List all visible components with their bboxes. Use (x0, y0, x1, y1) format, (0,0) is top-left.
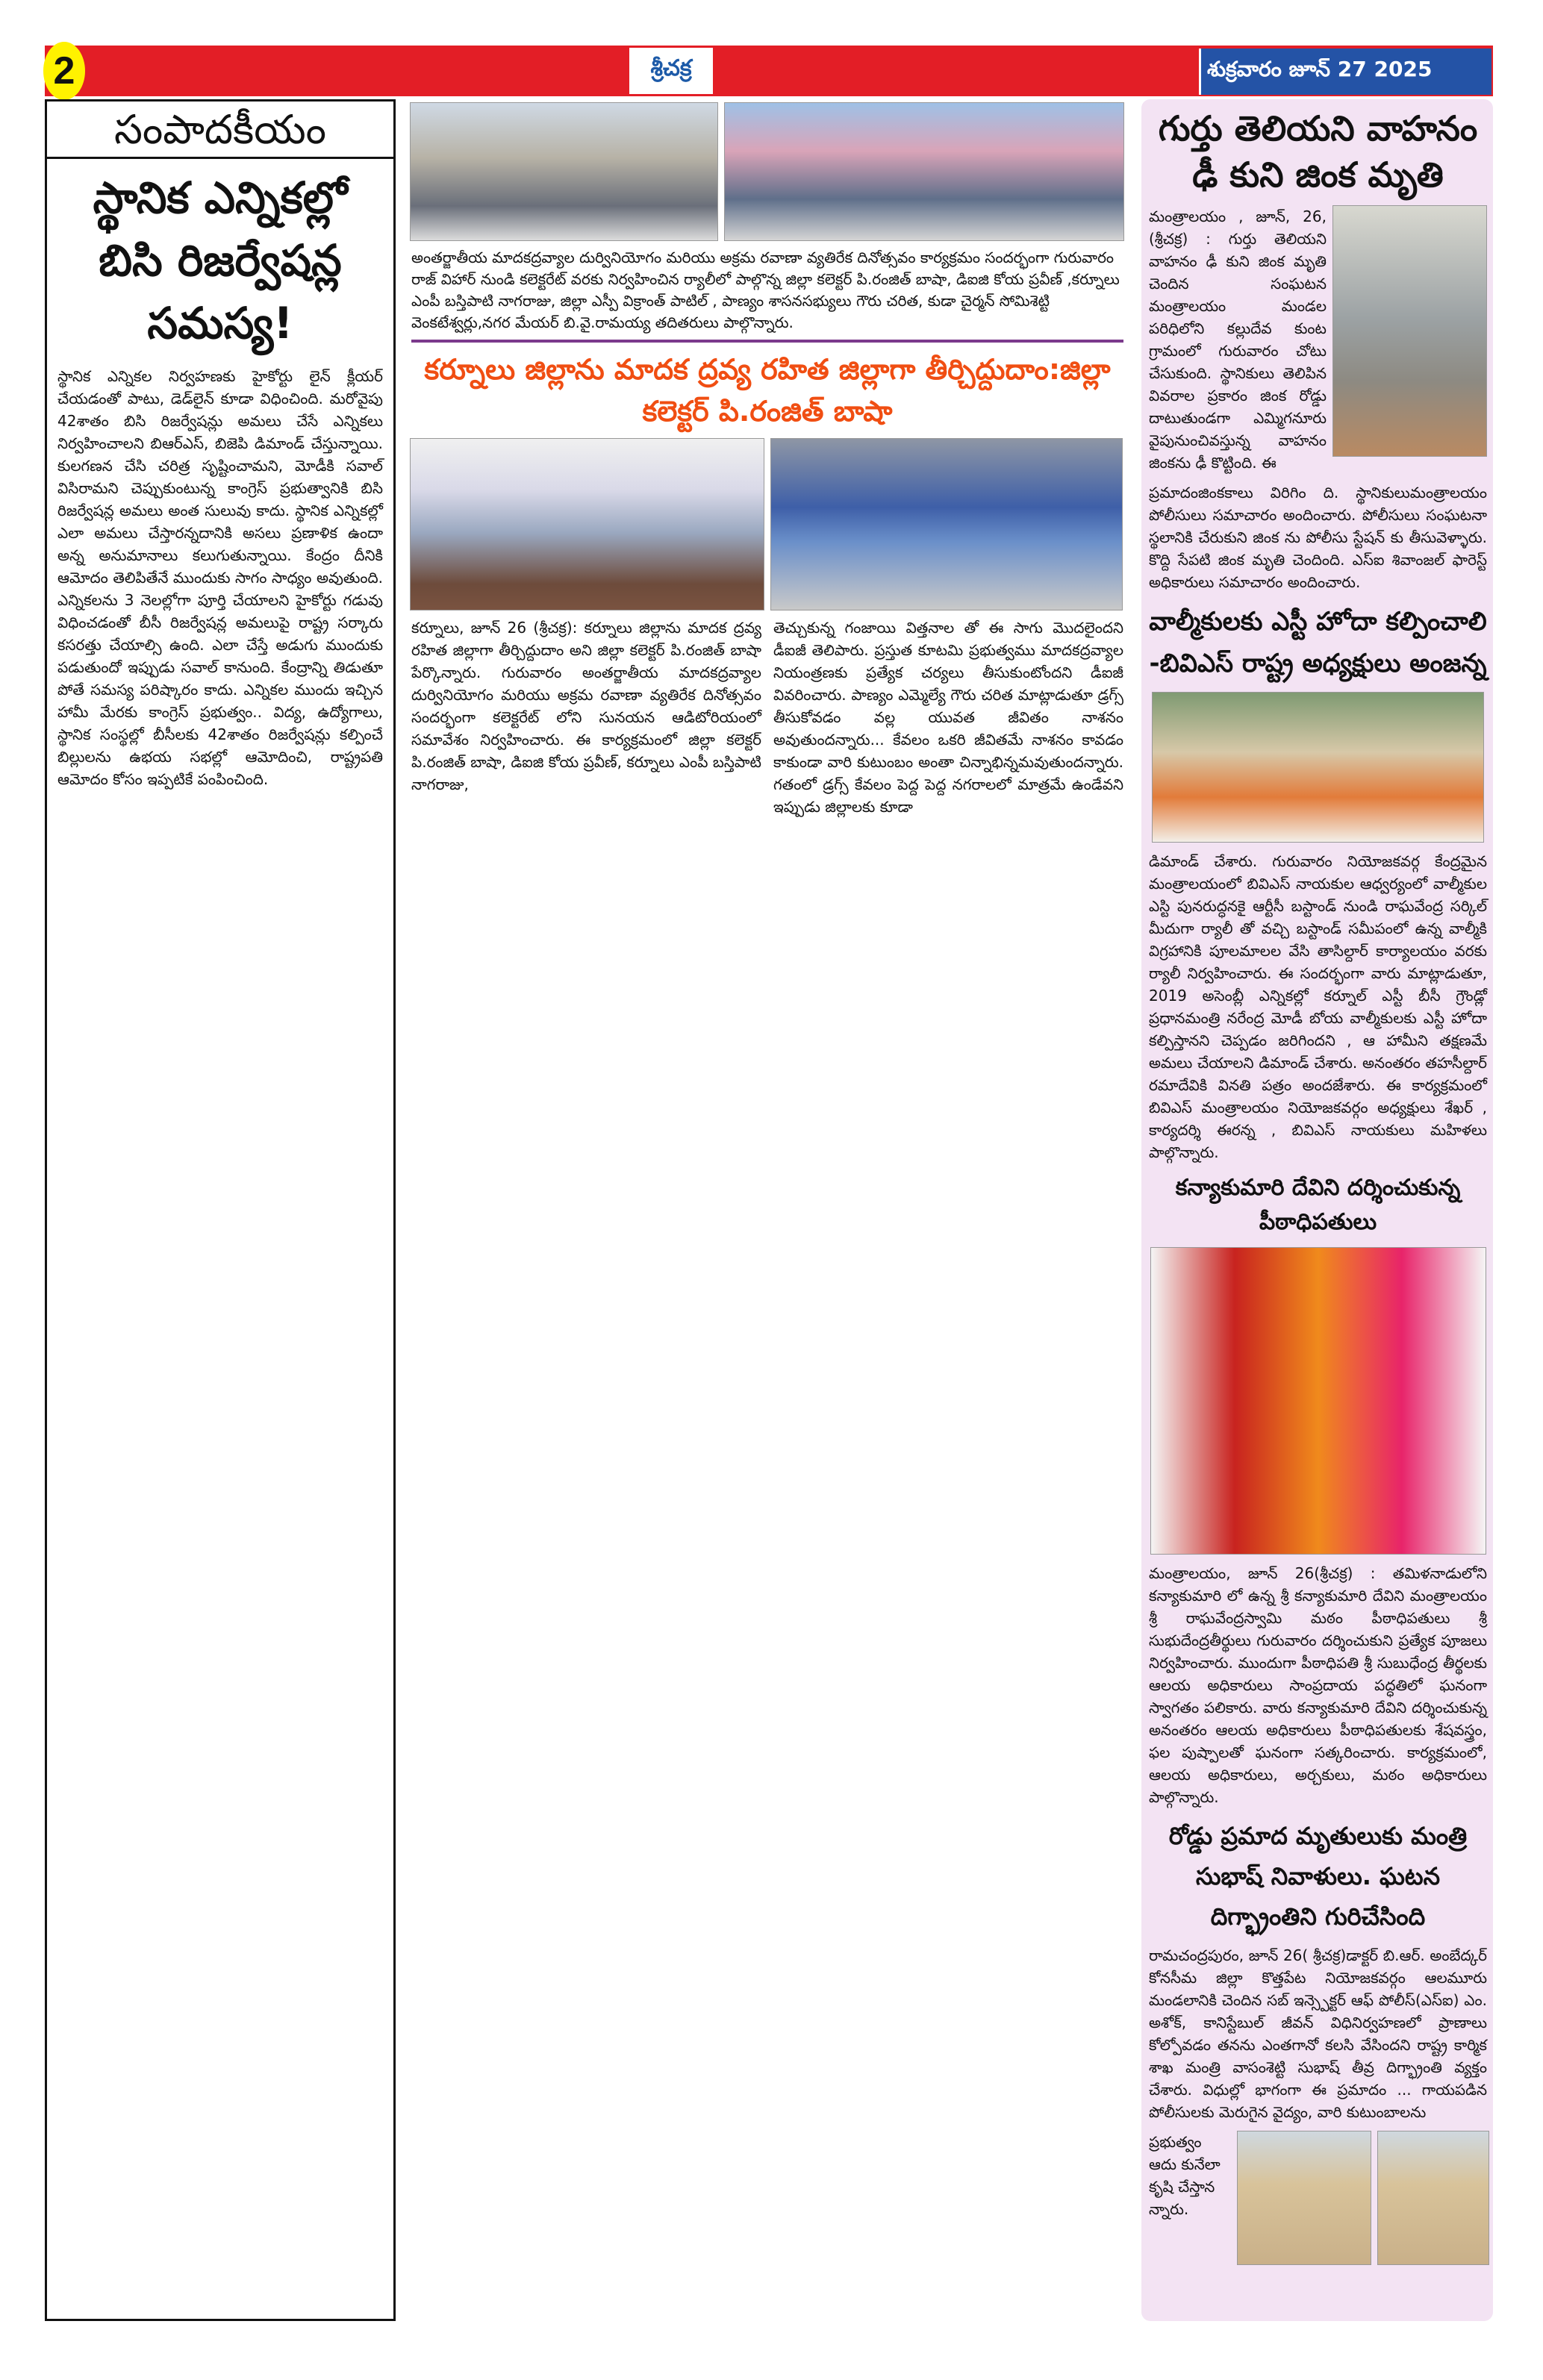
main-headline: కర్నూలు జిల్లాను మాదక ద్రవ్య రహిత జిల్లాగా తీర్చిద్దుదాం:జిల్లా కలెక్టర్ పి.రంజిత్ బాషా (424, 353, 1111, 428)
editorial-label: సంపాదకీయం (47, 103, 393, 159)
kanyakumari-body: మంత్రాలయం, జూన్ 26(శ్రీచక్ర) : తమిళనాడులోని కన్యాకుమారి లో ఉన్న శ్రీ కన్యాకుమారి దేవిని మంత్రాలయం శ్రీ రాఘవేంద్రస్వామి మఠం పీఠాధిపతులు శ్రీ సుభుదేంద్రతీర్థులు గురువారం దర్శించుకుని ప్రత్యేక పూజలు నిర్వహించారు. ముందుగా పీఠాధిపతి శ్రీ సుబుధేంద్ర తీర్థలకు ఆలయ అధికారులు సాంప్రదాయ పద్ధతిలో ఘనంగా స్వాగతం పలికారు. వారు కన్యాకుమారి దేవిని దర్శించుకున్న అనంతరం ఆలయ అధికారులు పీఠాధిపతులకు శేషవస్త్రం, ఫల పుష్పాలతో ఘనంగా సత్కరించారు. కార్యక్రమంలో, ఆలయ అధికారులు, అర్చకులు, మఠం అధికారులు పాల్గొన్నారు. (1149, 1564, 1487, 1806)
deer-body-part2: ప్రమాదంజింకకాలు విరిగిం ది. స్థానికులుమంత్రాలయం పోలీసులు సమాచారం అందించారు. పోలీసులు సంఘటనా స్థలానికి చేరుకుని జింక ను పోలీసు స్టేషన్ కు తీసువెళ్ళారు. కొద్ది సేపటి జింక మృతి చెందింది. ఎస్ఐ శివాంజల్ ఫారెస్ట్ అధికారులు సమాచారం అందించారు. (1149, 484, 1487, 591)
road-accident-headline: రోడ్డు ప్రమాద మృతులుకు మంత్రి సుభాష్ నివాళులు. ఘటన దిగ్భ్రాంతిని గురిచేసింది (1168, 1822, 1468, 1931)
valmiki-body: డిమాండ్ చేశారు. గురువారం నియోజకవర్గ కేంద్రమైన మంత్రాలయంలో బివిఎస్ నాయకుల ఆధ్వర్యంలో వాల్మీకుల ఎస్టి పునరుద్ధనకై ఆర్టీసీ బస్టాండ్ నుండి రాఘవేంద్ర సర్కిల్ మీదుగా ర్యాలీ తో వచ్చి బస్టాండ్ సమీపంలో ఉన్న వాల్మీకి విగ్రహానికి పూలమాలల వేసి తాసిల్దార్ కార్యాలయం వరకు ర్యాలీ నిర్వహించారు. ఈ సందర్భంగా వారు మాట్లాడుతూ, 2019 అసెంబ్లీ ఎన్నికల్లో కర్నూల్ ఎస్టీ బీసీ గ్రౌండ్లో ప్రధానమంత్రి నరేంద్ర మోడీ బోయ వాల్మీకులకు ఎస్టీ హోదా కల్పిస్తానని చెప్పడం జరిగిందని , ఆ హామీని తక్షణమే అమలు చేయాలని డిమాండ్ చేశారు. అనంతరం తహసీల్దార్ రమాదేవికి వినతి పత్రం అందజేశారు. ఈ కార్యక్రమంలో బివిఎస్ మంత్రాలయం నియోజకవర్గం అధ్యక్షులు శేఖర్ , కార్యదర్శి ఈరన్న , బివిఎస్ నాయకులు మహిళలు పాల్గొన్నారు. (1149, 852, 1487, 1161)
editorial-body: స్థానిక ఎన్నికల నిర్వహణకు హైకోర్టు లైన్ క్లీయర్ చేయడంతో పాటు, డెడ్‌లైన్ కూడా విధించింది. మరోవైపు 42శాతం బిసి రిజర్వేషన్లు అమలు చేసే ఎన్నికలు నిర్వహించాలని బిఆర్‌ఎస్, బిజెపి డిమాండ్ చేస్తున్నాయి. కులగణన చేసి చరిత్ర సృష్టించామని, మోడీకి సవాల్ విసిరామని చెప్పుకుంటున్న కాంగ్రెస్ ప్రభుత్వానికి బిసి రిజర్వేషన్ల అమలు అంత సులువు కాదు. స్థానిక ఎన్నికల్లో ఎలా అమలు చేస్తారన్నదానికి అసలు ప్రణాళిక ఉందా అన్న అనుమానాలు కలుగుతున్నాయి. కేంద్రం దీనికి ఆమోదం తెలిపితేనే ముందుకు సాగం సాధ్యం అవుతుంది. ఎన్నికలను 3 నెలల్లోగా పూర్తి చేయాలని హైకోర్టు గడువు విధించడంతో బీసీ రిజర్వేషన్ల అమలుపై రాష్ట్ర సర్కారు కసరత్తు చేయాల్సి ఉంది. ఎలా చేస్తే అడుగు ముందుకు పడుతుందో ఇప్పుడు సవాల్ కానుంది. కేంద్రాన్ని తిడుతూ పోతే సమస్య పరిష్కారం కాదు. ఎన్నికల ముందు ఇచ్చిన హామీ మేరకు కాంగ్రెస్ ప్రభుత్వం.. విద్య, ఉద్యోగాలు, స్థానిక సంస్థల్లో బీసీలకు 42శాతం రిజర్వేషన్లు కల్పించే బిల్లులను ఉభయ సభల్లో ఆమోదించి, రాష్ట్రపతి ఆమోదం కోసం ఇప్పటికే పంపించింది. (57, 367, 383, 788)
road-accident-body-end: ప్రభుత్వం ఆదు కునేలా కృషి చేస్తాన న్నారు. (1149, 2133, 1221, 2218)
bvs-rally-photo (1152, 692, 1484, 843)
rally-photo-flag (410, 102, 718, 241)
right-news-column (1141, 99, 1493, 2321)
main-story-column-1: కర్నూలు, జూన్ 26 (శ్రీచక్ర): కర్నూలు జిల్లాను మాదక ద్రవ్య రహిత జిల్లాగా తీర్చిద్దుదాం అని జిల్లా కలెక్టర్ పి.రంజిత్ బాషా పేర్కొన్నారు. గురువారం అంతర్జాతీయ మాదకద్రవ్యాల దుర్వినియోగం మరియు అక్రమ రవాణా వ్యతిరేక దినోత్సవం సందర్భంగా కలెక్టరేట్ లోని సునయన ఆడిటోరియంలో సమావేశం నిర్వహించారు. ఈ కార్యక్రమంలో జిల్లా కలెక్టర్ పి.రంజిత్ బాషా, డిఐజి కోయ ప్రవీణ్, కర్నూలు ఎంపీ బస్తిపాటి నాగరాజు, (411, 619, 761, 793)
rally-photo-march (724, 102, 1124, 241)
editorial-column (45, 99, 396, 2321)
main-story-column-2: తెచ్చుకున్న గంజాయి విత్తనాల తో ఈ సాగు మొదలైందని డీఐజీ తెలిపారు. ప్రస్తుత కూటమి ప్రభుత్వము మాదకద్రవ్యాల నియంత్రణకు ప్రత్యేక చర్యలు తీసుకుంటోందని డీఐజీ వివరించారు. పాణ్యం ఎమ్మెల్యే గౌరు చరిత మాట్లాడుతూ డ్రగ్స్ తీసుకోవడం వల్ల యువత జీవితం నాశనం అవుతుందన్నారు... కేవలం ఒకరి జీవితమే నాశనం కావడం కాకుండా వారి కుటుంబం అంతా చిన్నాభిన్నమవుతుందన్నారు. గతంలో డ్రగ్స్ కేవలం పెద్ద పెద్ద నగరాలలో మాత్రమే ఉండేవని ఇప్పుడు జిల్లాలకు కూడా (773, 619, 1123, 816)
temple-visit-photo (1150, 1247, 1486, 1555)
valmiki-headline: వాల్మీకులకు ఎస్టీ హోదా కల్పించాలి -బివిఎస్ రాష్ట్ర అధ్యక్షులు అంజన్న (1149, 607, 1487, 678)
newspaper-logo: శ్రీచక్ర (629, 48, 713, 94)
main-story-column (407, 99, 1128, 818)
page-number: 2 (43, 42, 85, 100)
si-portrait-photo (1237, 2131, 1371, 2265)
photo-caption: అంతర్జాతీయ మాదకద్రవ్యాల దుర్వినియోగం మరియు అక్రమ రవాణా వ్యతిరేక దినోత్సవం కార్యక్రమం సందర్భంగా గురువారం రాజ్ విహార్ నుండి కలెక్టరేట్ వరకు నిర్వహించిన ర్యాలీలో పాల్గొన్న జిల్లా కలెక్టర్ పి.రంజిత్ బాషా, డిఐజి కోయ ప్రవీణ్ ,కర్నూలు ఎంపీ బస్తిపాటి నాగరాజు, జిల్లా ఎస్పీ విక్రాంత్ పాటిల్ , పాణ్యం శాసనసభ్యులు గౌరు చరిత, కుడా చైర్మన్ సోమిశెట్టి వెంకటేశ్వర్లు,నగర మేయర్ బి.వై.రామయ్య తదితరులు పాల్గొన్నారు. (411, 249, 1120, 331)
deer-accident-photo (1332, 205, 1487, 457)
auditorium-pledge-photo (770, 438, 1123, 610)
road-accident-body: రామచంద్రపురం, జూన్ 26( శ్రీచక్ర)డాక్టర్ బి.ఆర్. అంబేద్కర్ కోనసీమ జిల్లా కొత్తపేట నియోజకవర్గం ఆలమూరు మండలానికి చెందిన సబ్ ఇన్స్పెక్టర్ ఆఫ్ పోలీస్(ఎస్ఐ) ఎం. అశోక్, కానిస్టేబుల్ జీవన్ విధినిర్వహణలో ప్రాణాలు కోల్పోవడం తనను ఎంతగానో కలసి వేసిందని రాష్ట్ర కార్మిక శాఖ మంత్రి వాసంశెట్టి సుభాష్ తీవ్ర దిగ్భ్రాంతి వ్యక్తం చేశారు. విధుల్లో భాగంగా ఈ ప్రమాదం ... గాయపడిన పోలీసులకు మెరుగైన వైద్యం, వారి కుటుంబాలను (1149, 1946, 1487, 2121)
meeting-stage-photo (410, 438, 764, 610)
issue-date: శుక్రవారం జూన్ 27 2025 (1199, 49, 1491, 95)
editorial-headline: స్థానిక ఎన్నికల్లో బిసి రిజర్వేషన్ల సమస్య! (93, 172, 348, 349)
deer-headline: గుర్తు తెలియని వాహనం ఢీ కుని జింక మృతి (1158, 108, 1478, 195)
constable-portrait-photo (1377, 2131, 1489, 2265)
section-divider (411, 340, 1123, 343)
deer-body-part1: మంత్రాలయం , జూన్, 26, (శ్రీచక్ర) : గుర్తు తెలియని వాహనం ఢీ కుని జింక మృతి చెందిన సంఘటన మంత్రాలయం మండల పరిధిలోని కల్లుదేవ కుంట గ్రామంలో గురువారం చోటు చేసుకుంది. స్థానికులు తెలిపిన వివరాల ప్రకారం జింక రోడ్డు దాటుతుండగా ఎమ్మిగనూరు వైపునుంచివస్తున్న వాహనం జింకను ఢీ కొట్టింది. ఈ (1149, 207, 1327, 472)
kanyakumari-headline: కన్యాకుమారి దేవిని దర్శించుకున్న పీఠాధిపతులు (1175, 1175, 1461, 1235)
